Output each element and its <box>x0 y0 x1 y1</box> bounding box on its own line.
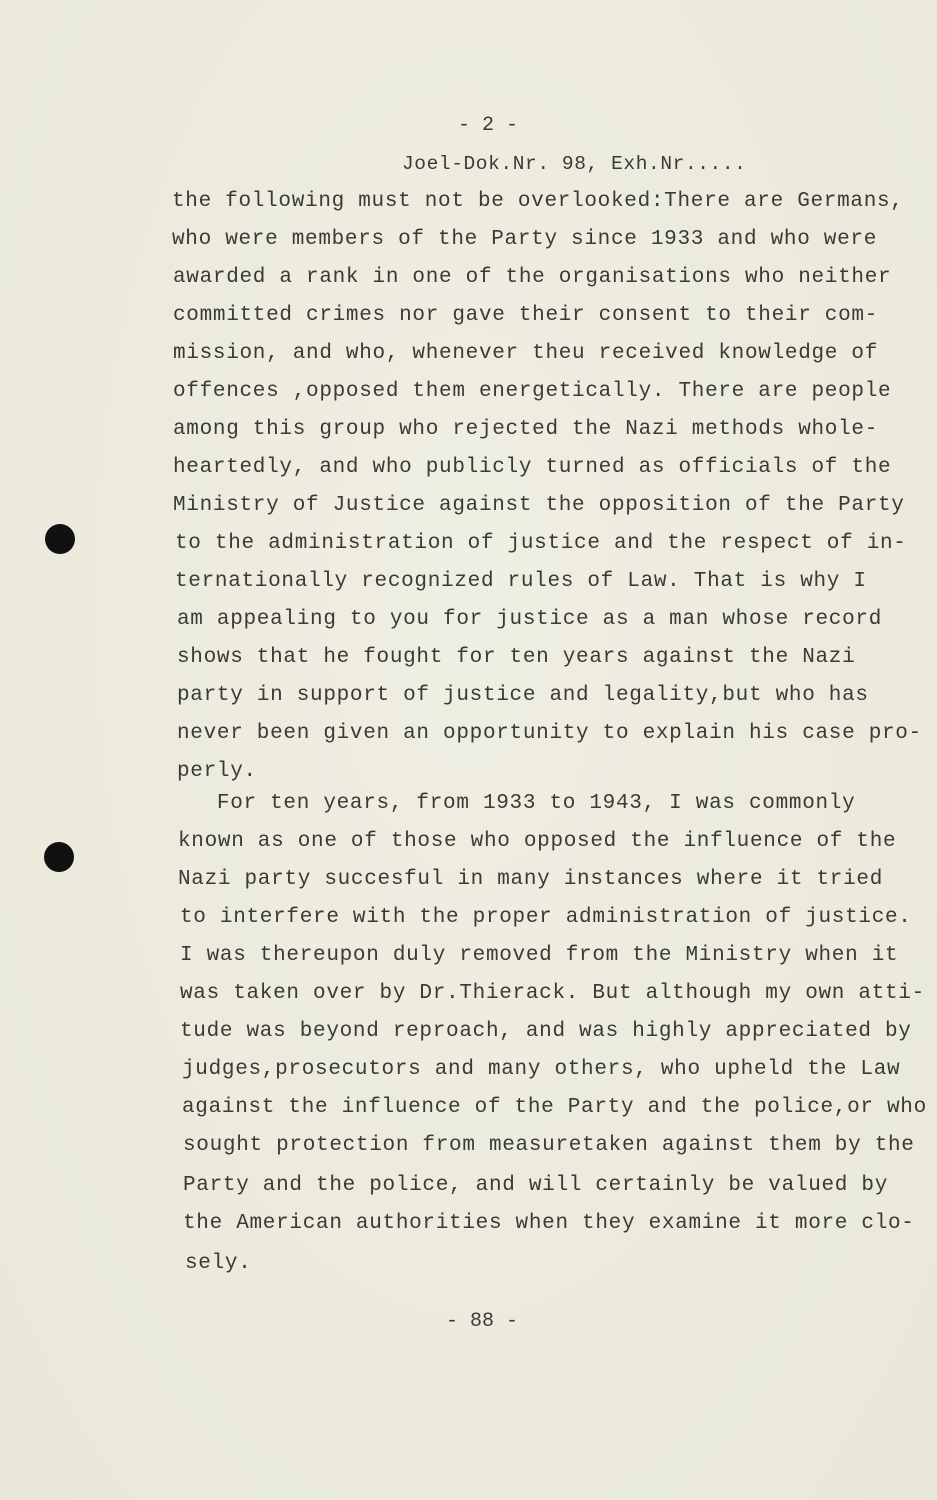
text-line: perly. <box>177 760 257 783</box>
text-line: was taken over by Dr.Thierack. But although my own atti- <box>180 982 925 1005</box>
punch-hole <box>45 524 75 554</box>
punch-hole <box>44 842 74 872</box>
text-line: Party and the police, and will certainly be valued by <box>183 1174 889 1197</box>
text-line: to the administration of justice and the respect of in- <box>175 532 907 555</box>
document-reference: Joel-Dok.Nr. 98, Exh.Nr..... <box>402 153 747 175</box>
text-line: heartedly, and who publicly turned as officials of the <box>173 456 892 479</box>
text-line: Ministry of Justice against the opposition of the Party <box>173 494 905 517</box>
text-line: who were members of the Party since 1933 and who were <box>172 228 878 251</box>
page-marker: - 2 - <box>458 114 519 137</box>
footer-page-number: - 88 - <box>446 1310 519 1333</box>
text-line: never been given an opportunity to explain his case pro- <box>177 722 922 745</box>
text-line: party in support of justice and legality,but who has <box>177 684 869 707</box>
text-line: the American authorities when they examine it more clo- <box>183 1212 915 1235</box>
text-line: the following must not be overlooked:There are Germans, <box>172 190 904 213</box>
text-line: mission, and who, whenever theu received knowledge of <box>173 342 879 365</box>
text-line: known as one of those who opposed the influence of the <box>178 830 897 853</box>
text-line: sought protection from measuretaken against them by the <box>183 1134 915 1157</box>
text-line: Nazi party succesful in many instances where it tried <box>178 868 884 891</box>
text-line: to interfere with the proper administration of justice. <box>180 906 912 929</box>
text-line: I was thereupon duly removed from the Ministry when it <box>180 944 899 967</box>
text-line: tude was beyond reproach, and was highly appreciated by <box>180 1020 912 1043</box>
text-line: shows that he fought for ten years against the Nazi <box>177 646 856 669</box>
text-line: among this group who rejected the Nazi methods whole- <box>173 418 879 441</box>
text-line: offences ,opposed them energetically. There are people <box>173 380 892 403</box>
text-line: am appealing to you for justice as a man whose record <box>177 608 883 631</box>
text-line: committed crimes nor gave their consent to their com- <box>173 304 879 327</box>
text-line: For ten years, from 1933 to 1943, I was commonly <box>177 792 856 815</box>
text-line: against the influence of the Party and the police,or who <box>182 1096 927 1119</box>
text-line: ternationally recognized rules of Law. That is why I <box>175 570 867 593</box>
text-line: sely. <box>185 1252 252 1275</box>
text-line: awarded a rank in one of the organisations who neither <box>173 266 892 289</box>
text-line: judges,prosecutors and many others, who upheld the Law <box>182 1058 901 1081</box>
